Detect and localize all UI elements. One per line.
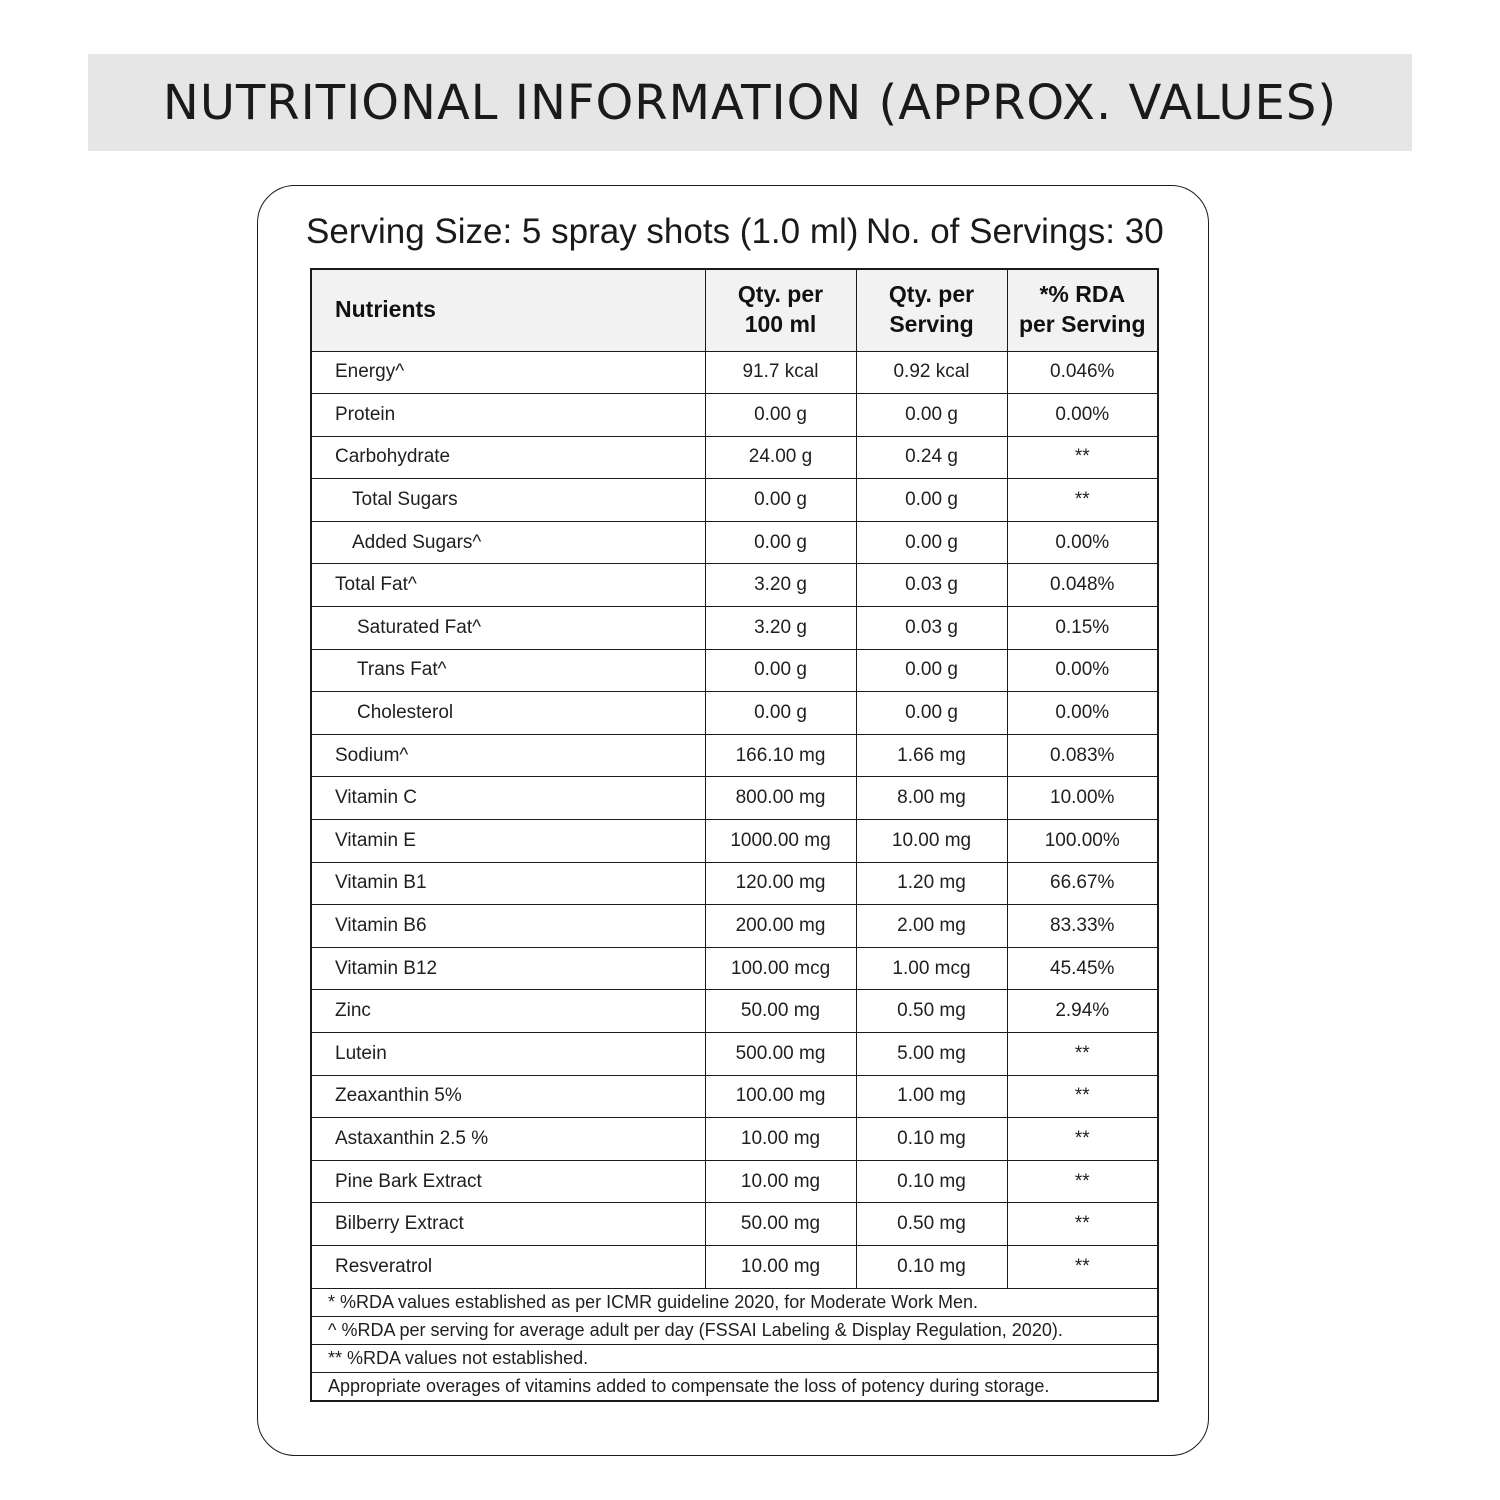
- nutrient-name: Pine Bark Extract: [311, 1160, 705, 1203]
- qty-per-100ml: 0.00 g: [705, 479, 856, 522]
- nutrient-name: Zeaxanthin 5%: [311, 1075, 705, 1118]
- table-row: [311, 1203, 1158, 1246]
- table-header-row: [311, 269, 1158, 351]
- rda-per-serving: 0.00%: [1007, 692, 1158, 735]
- nutrient-name: Total Fat^: [311, 564, 705, 607]
- table-row: [311, 394, 1158, 437]
- qty-per-100ml: 10.00 mg: [705, 1245, 856, 1288]
- nutrient-name: Vitamin E: [311, 820, 705, 863]
- header-rda-per-serving: [1007, 269, 1158, 351]
- footnote-row: [311, 1316, 1158, 1344]
- qty-per-100ml: 1000.00 mg: [705, 820, 856, 863]
- nutrient-name: Lutein: [311, 1033, 705, 1076]
- table-row: [311, 947, 1158, 990]
- qty-per-serving: 0.10 mg: [856, 1245, 1007, 1288]
- qty-per-serving: 0.03 g: [856, 564, 1007, 607]
- footnote-row: [311, 1288, 1158, 1316]
- qty-per-serving: 1.00 mg: [856, 1075, 1007, 1118]
- rda-per-serving: 100.00%: [1007, 820, 1158, 863]
- rda-per-serving: 10.00%: [1007, 777, 1158, 820]
- qty-per-serving: 0.10 mg: [856, 1118, 1007, 1161]
- qty-per-100ml: 100.00 mg: [705, 1075, 856, 1118]
- nutrient-name: Carbohydrate: [311, 436, 705, 479]
- qty-per-100ml: 24.00 g: [705, 436, 856, 479]
- table-row: [311, 1075, 1158, 1118]
- footnote-row: [311, 1373, 1158, 1401]
- qty-per-100ml: 50.00 mg: [705, 1203, 856, 1246]
- qty-per-serving: 1.00 mcg: [856, 947, 1007, 990]
- rda-per-serving: 0.048%: [1007, 564, 1158, 607]
- qty-per-100ml: 0.00 g: [705, 649, 856, 692]
- qty-per-serving: 0.00 g: [856, 649, 1007, 692]
- nutrition-table: [310, 268, 1159, 1402]
- table-row: [311, 607, 1158, 650]
- rda-per-serving: 0.046%: [1007, 351, 1158, 394]
- table-row: [311, 436, 1158, 479]
- rda-per-serving: 0.083%: [1007, 734, 1158, 777]
- table-row: [311, 351, 1158, 394]
- nutrient-name: Vitamin B6: [311, 905, 705, 948]
- rda-per-serving: 0.00%: [1007, 394, 1158, 437]
- rda-per-serving: 45.45%: [1007, 947, 1158, 990]
- header-rda-line1: *% RDA: [1039, 281, 1126, 308]
- rda-per-serving: **: [1007, 1203, 1158, 1246]
- footnote-rda-icmr: * %RDA values established as per ICMR guideline 2020, for Moderate Work Men.: [311, 1288, 1158, 1316]
- qty-per-serving: 0.92 kcal: [856, 351, 1007, 394]
- header-qty-per-serving: [856, 269, 1007, 351]
- rda-per-serving: **: [1007, 1160, 1158, 1203]
- rda-per-serving: **: [1007, 436, 1158, 479]
- table-row: [311, 564, 1158, 607]
- nutrient-name: Protein: [311, 394, 705, 437]
- qty-per-serving: 0.24 g: [856, 436, 1007, 479]
- footnote-overages: Appropriate overages of vitamins added to compensate the loss of potency during storage.: [311, 1373, 1158, 1401]
- qty-per-serving: 0.50 mg: [856, 1203, 1007, 1246]
- rda-per-serving: 0.00%: [1007, 649, 1158, 692]
- qty-per-serving: 0.00 g: [856, 394, 1007, 437]
- qty-per-100ml: 50.00 mg: [705, 990, 856, 1033]
- rda-per-serving: 0.15%: [1007, 607, 1158, 650]
- qty-per-100ml: 0.00 g: [705, 692, 856, 735]
- rda-per-serving: **: [1007, 479, 1158, 522]
- qty-per-serving: 0.03 g: [856, 607, 1007, 650]
- qty-per-serving: 8.00 mg: [856, 777, 1007, 820]
- qty-per-100ml: 200.00 mg: [705, 905, 856, 948]
- qty-per-100ml: 800.00 mg: [705, 777, 856, 820]
- rda-per-serving: 0.00%: [1007, 521, 1158, 564]
- qty-per-serving: 2.00 mg: [856, 905, 1007, 948]
- qty-per-100ml: 10.00 mg: [705, 1160, 856, 1203]
- table-row: [311, 1245, 1158, 1288]
- nutrient-name: Vitamin B12: [311, 947, 705, 990]
- table-row: [311, 1160, 1158, 1203]
- nutrient-name: Saturated Fat^: [311, 607, 705, 650]
- qty-per-100ml: 3.20 g: [705, 607, 856, 650]
- table-row: [311, 649, 1158, 692]
- table-row: [311, 692, 1158, 735]
- nutrient-name: Bilberry Extract: [311, 1203, 705, 1246]
- qty-per-100ml: 0.00 g: [705, 521, 856, 564]
- rda-per-serving: **: [1007, 1033, 1158, 1076]
- header-rda-line2: per Serving: [1018, 311, 1146, 338]
- nutrient-name: Added Sugars^: [311, 521, 705, 564]
- nutrient-name: Sodium^: [311, 734, 705, 777]
- qty-per-100ml: 100.00 mcg: [705, 947, 856, 990]
- rda-per-serving: 2.94%: [1007, 990, 1158, 1033]
- qty-per-serving: 0.50 mg: [856, 990, 1007, 1033]
- header-qty-per-100ml-line1: Qty. per: [737, 281, 824, 308]
- serving-size-text: Serving Size: 5 spray shots (1.0 ml): [306, 212, 859, 251]
- table-row: [311, 479, 1158, 522]
- footnote-rda-fssai: ^ %RDA per serving for average adult per day (FSSAI Labeling & Display Regulation, 2020).: [311, 1316, 1158, 1344]
- qty-per-100ml: 3.20 g: [705, 564, 856, 607]
- qty-per-serving: 0.00 g: [856, 521, 1007, 564]
- qty-per-serving: 0.00 g: [856, 692, 1007, 735]
- nutrient-name: Total Sugars: [311, 479, 705, 522]
- header-qty-per-serving-line1: Qty. per: [888, 281, 975, 308]
- qty-per-serving: 1.66 mg: [856, 734, 1007, 777]
- page-title: NUTRITIONAL INFORMATION (APPROX. VALUES): [162, 74, 1338, 131]
- table-row: [311, 820, 1158, 863]
- nutrient-name: Astaxanthin 2.5 %: [311, 1118, 705, 1161]
- servings-count-text: No. of Servings: 30: [866, 212, 1164, 251]
- qty-per-100ml: 10.00 mg: [705, 1118, 856, 1161]
- table-row: [311, 990, 1158, 1033]
- table-row: [311, 862, 1158, 905]
- footnote-rda-not-established: ** %RDA values not established.: [311, 1344, 1158, 1372]
- qty-per-100ml: 166.10 mg: [705, 734, 856, 777]
- table-row: [311, 1118, 1158, 1161]
- qty-per-serving: 5.00 mg: [856, 1033, 1007, 1076]
- header-qty-per-100ml: [705, 269, 856, 351]
- qty-per-100ml: 91.7 kcal: [705, 351, 856, 394]
- qty-per-100ml: 500.00 mg: [705, 1033, 856, 1076]
- rda-per-serving: 66.67%: [1007, 862, 1158, 905]
- rda-per-serving: **: [1007, 1245, 1158, 1288]
- nutrient-name: Zinc: [311, 990, 705, 1033]
- table-row: [311, 905, 1158, 948]
- nutrient-name: Cholesterol: [311, 692, 705, 735]
- footnote-row: [311, 1344, 1158, 1372]
- rda-per-serving: 83.33%: [1007, 905, 1158, 948]
- header-qty-per-100ml-line2: 100 ml: [744, 311, 817, 338]
- qty-per-serving: 10.00 mg: [856, 820, 1007, 863]
- qty-per-100ml: 120.00 mg: [705, 862, 856, 905]
- qty-per-serving: 0.10 mg: [856, 1160, 1007, 1203]
- nutrient-name: Vitamin B1: [311, 862, 705, 905]
- qty-per-100ml: 0.00 g: [705, 394, 856, 437]
- table-row: [311, 777, 1158, 820]
- qty-per-serving: 0.00 g: [856, 479, 1007, 522]
- table-row: [311, 734, 1158, 777]
- header-nutrients: Nutrients: [311, 269, 705, 351]
- table-row: [311, 521, 1158, 564]
- nutrient-name: Energy^: [311, 351, 705, 394]
- qty-per-serving: 1.20 mg: [856, 862, 1007, 905]
- title-banner: [88, 54, 1412, 151]
- rda-per-serving: **: [1007, 1118, 1158, 1161]
- nutrient-name: Vitamin C: [311, 777, 705, 820]
- header-qty-per-serving-line2: Serving: [889, 311, 974, 338]
- nutrient-name: Resveratrol: [311, 1245, 705, 1288]
- nutrient-name: Trans Fat^: [311, 649, 705, 692]
- rda-per-serving: **: [1007, 1075, 1158, 1118]
- table-row: [311, 1033, 1158, 1076]
